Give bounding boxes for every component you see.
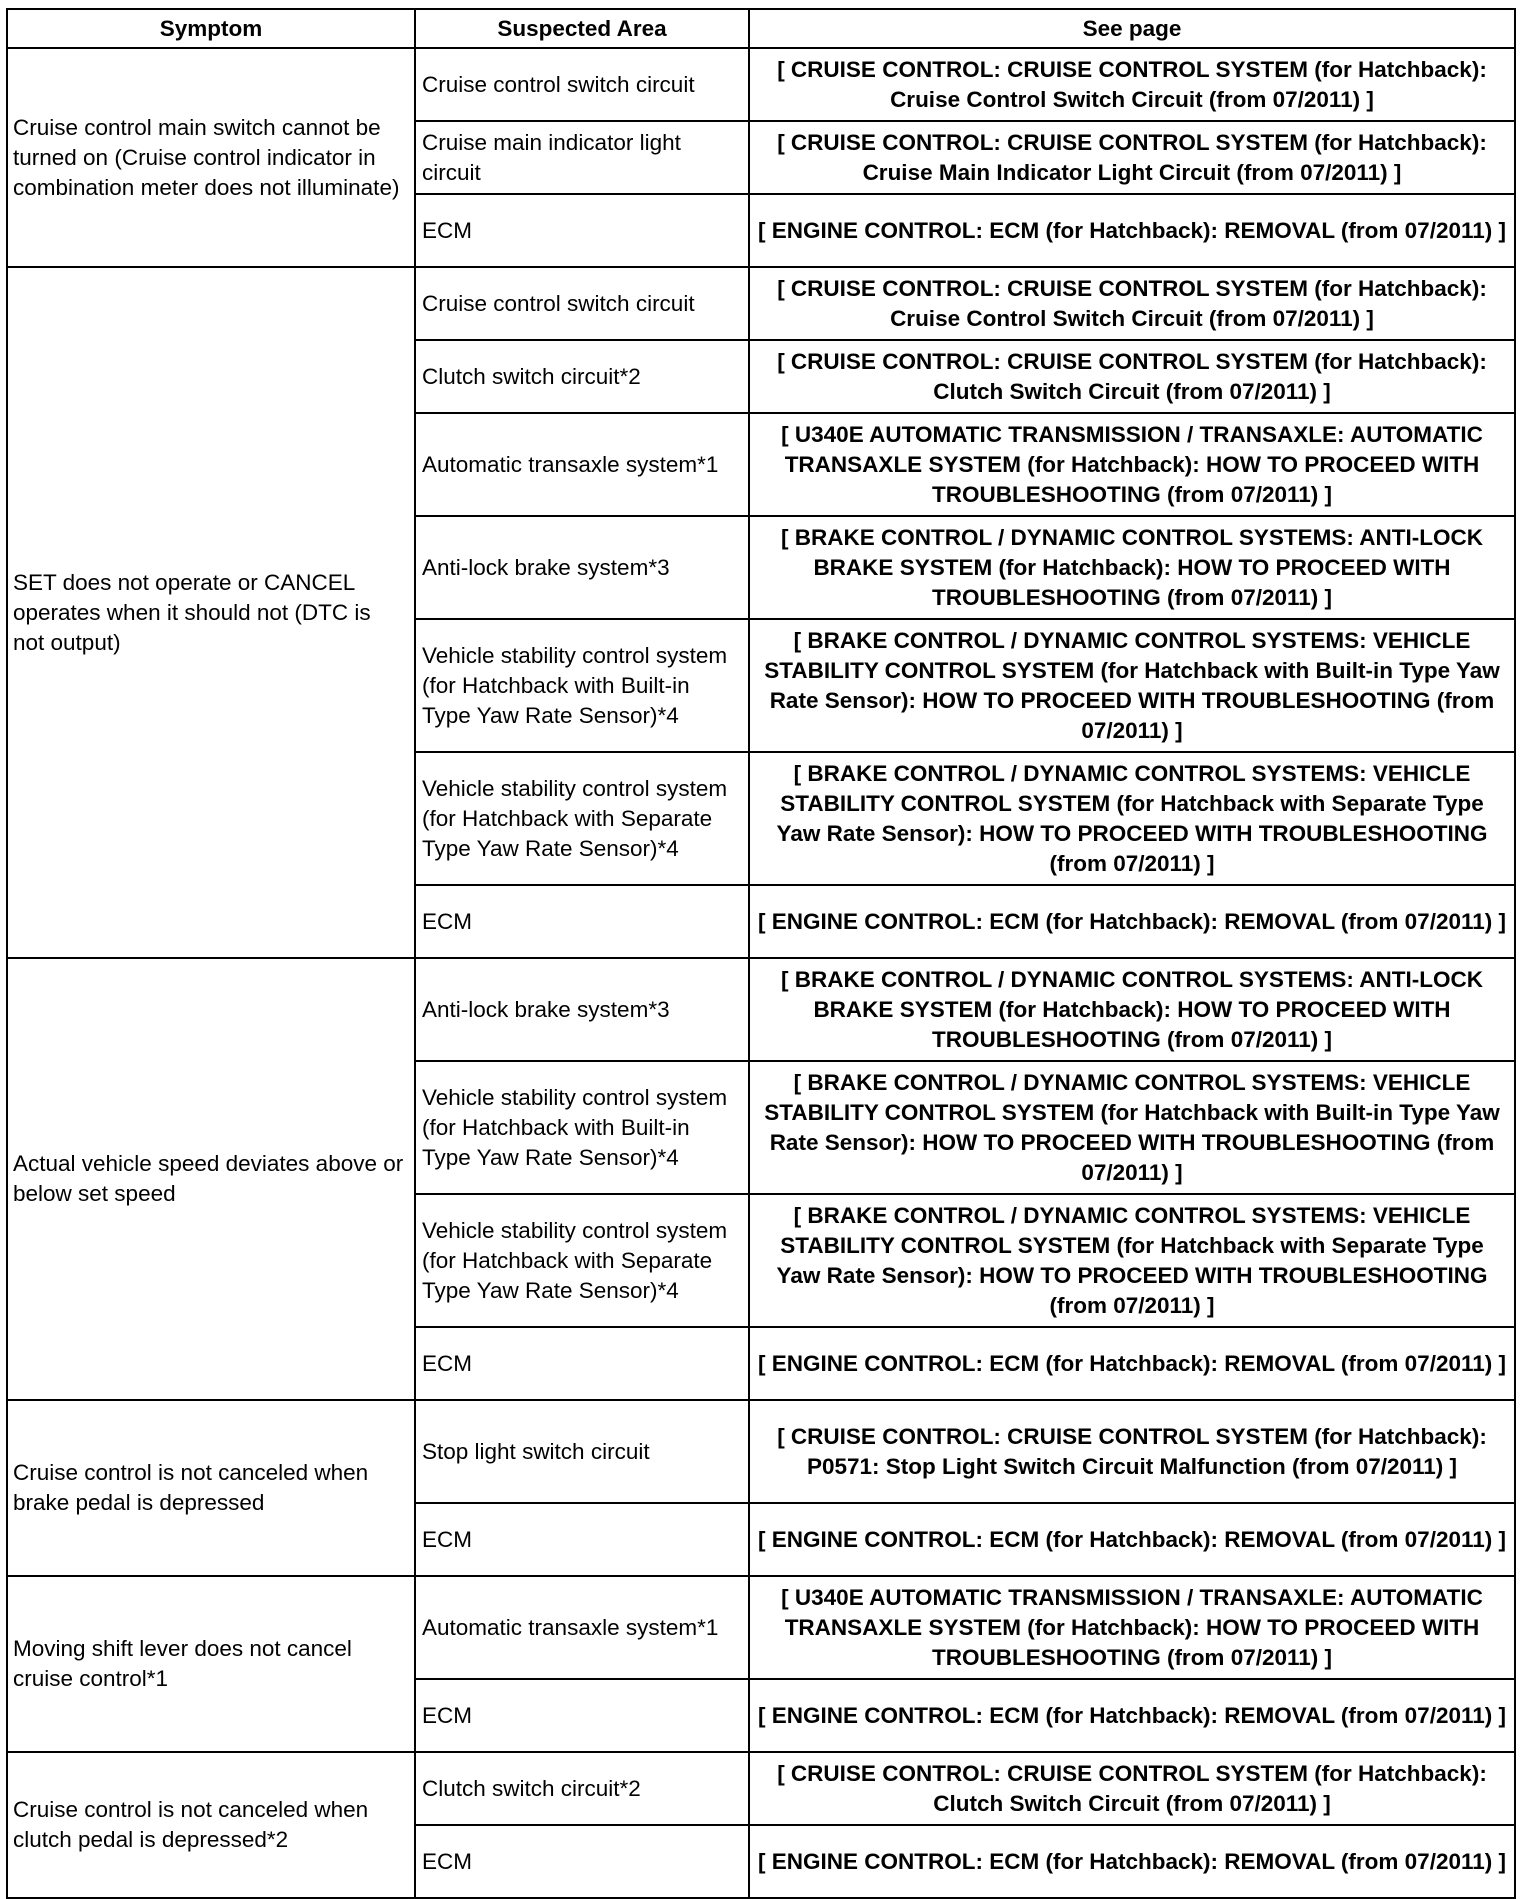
see-page-link[interactable]: [ ENGINE CONTROL: ECM (for Hatchback): REMOVAL (from 07/2011) ] — [749, 1679, 1515, 1752]
see-page-link[interactable]: [ BRAKE CONTROL / DYNAMIC CONTROL SYSTEMS: VEHICLE STABILITY CONTROL SYSTEM (for Hatchback with Built-in Type Yaw Rate Sensor): HOW TO PROCEED WITH TROUBLESHOOTING (from 07/2011) ] — [749, 619, 1515, 752]
suspected-area-cell: Stop light switch circuit — [415, 1400, 749, 1503]
symptom-cell: SET does not operate or CANCEL operates when it should not (DTC is not output) — [7, 267, 415, 958]
table-row — [7, 958, 1515, 1061]
see-page-link[interactable]: [ U340E AUTOMATIC TRANSMISSION / TRANSAXLE: AUTOMATIC TRANSAXLE SYSTEM (for Hatchback): HOW TO PROCEED WITH TROUBLESHOOTING (from 07/2011) ] — [749, 413, 1515, 516]
table-row — [7, 1400, 1515, 1503]
suspected-area-cell: Vehicle stability control system (for Hatchback with Built-in Type Yaw Rate Sensor)*4 — [415, 1061, 749, 1194]
suspected-area-cell: Clutch switch circuit*2 — [415, 1752, 749, 1825]
see-page-link[interactable]: [ CRUISE CONTROL: CRUISE CONTROL SYSTEM (for Hatchback): P0571: Stop Light Switch Circuit Malfunction (from 07/2011) ] — [749, 1400, 1515, 1503]
see-page-link[interactable]: [ ENGINE CONTROL: ECM (for Hatchback): REMOVAL (from 07/2011) ] — [749, 194, 1515, 267]
suspected-area-cell: Automatic transaxle system*1 — [415, 1576, 749, 1679]
header-row — [7, 9, 1515, 48]
suspected-area-cell: Vehicle stability control system (for Hatchback with Built-in Type Yaw Rate Sensor)*4 — [415, 619, 749, 752]
see-page-link[interactable]: [ BRAKE CONTROL / DYNAMIC CONTROL SYSTEMS: ANTI-LOCK BRAKE SYSTEM (for Hatchback): HOW TO PROCEED WITH TROUBLESHOOTING (from 07/2011) ] — [749, 516, 1515, 619]
suspected-area-cell: ECM — [415, 194, 749, 267]
see-page-link[interactable]: [ BRAKE CONTROL / DYNAMIC CONTROL SYSTEMS: VEHICLE STABILITY CONTROL SYSTEM (for Hatchback with Separate Type Yaw Rate Sensor): HOW TO PROCEED WITH TROUBLESHOOTING (from 07/2011) ] — [749, 752, 1515, 885]
header-suspected-area: Suspected Area — [415, 9, 749, 48]
symptom-cell: Cruise control is not canceled when brake pedal is depressed — [7, 1400, 415, 1576]
see-page-link[interactable]: [ ENGINE CONTROL: ECM (for Hatchback): REMOVAL (from 07/2011) ] — [749, 885, 1515, 958]
see-page-link[interactable]: [ BRAKE CONTROL / DYNAMIC CONTROL SYSTEMS: VEHICLE STABILITY CONTROL SYSTEM (for Hatchback with Separate Type Yaw Rate Sensor): HOW TO PROCEED WITH TROUBLESHOOTING (from 07/2011) ] — [749, 1194, 1515, 1327]
suspected-area-cell: Automatic transaxle system*1 — [415, 413, 749, 516]
table-row — [7, 1576, 1515, 1679]
table-row — [7, 48, 1515, 121]
see-page-link[interactable]: [ ENGINE CONTROL: ECM (for Hatchback): REMOVAL (from 07/2011) ] — [749, 1503, 1515, 1576]
suspected-area-cell: ECM — [415, 1825, 749, 1898]
see-page-link[interactable]: [ BRAKE CONTROL / DYNAMIC CONTROL SYSTEMS: VEHICLE STABILITY CONTROL SYSTEM (for Hatchback with Built-in Type Yaw Rate Sensor): HOW TO PROCEED WITH TROUBLESHOOTING (from 07/2011) ] — [749, 1061, 1515, 1194]
suspected-area-cell: Cruise control switch circuit — [415, 48, 749, 121]
suspected-area-cell: Vehicle stability control system (for Hatchback with Separate Type Yaw Rate Sensor)*4 — [415, 752, 749, 885]
symptom-cell: Cruise control main switch cannot be turned on (Cruise control indicator in combination meter does not illuminate) — [7, 48, 415, 267]
suspected-area-cell: ECM — [415, 1679, 749, 1752]
header-symptom: Symptom — [7, 9, 415, 48]
see-page-link[interactable]: [ CRUISE CONTROL: CRUISE CONTROL SYSTEM (for Hatchback): Cruise Main Indicator Light Circuit (from 07/2011) ] — [749, 121, 1515, 194]
see-page-link[interactable]: [ CRUISE CONTROL: CRUISE CONTROL SYSTEM (for Hatchback): Cruise Control Switch Circuit (from 07/2011) ] — [749, 267, 1515, 340]
table-row — [7, 267, 1515, 340]
see-page-link[interactable]: [ CRUISE CONTROL: CRUISE CONTROL SYSTEM (for Hatchback): Clutch Switch Circuit (from 07/2011) ] — [749, 1752, 1515, 1825]
suspected-area-cell: ECM — [415, 1503, 749, 1576]
see-page-link[interactable]: [ CRUISE CONTROL: CRUISE CONTROL SYSTEM (for Hatchback): Clutch Switch Circuit (from 07/2011) ] — [749, 340, 1515, 413]
table-row — [7, 1752, 1515, 1825]
suspected-area-cell: Anti-lock brake system*3 — [415, 958, 749, 1061]
see-page-link[interactable]: [ BRAKE CONTROL / DYNAMIC CONTROL SYSTEMS: ANTI-LOCK BRAKE SYSTEM (for Hatchback): HOW TO PROCEED WITH TROUBLESHOOTING (from 07/2011) ] — [749, 958, 1515, 1061]
suspected-area-cell: Vehicle stability control system (for Hatchback with Separate Type Yaw Rate Sensor)*4 — [415, 1194, 749, 1327]
symptom-cell: Cruise control is not canceled when clutch pedal is depressed*2 — [7, 1752, 415, 1898]
problem-symptoms-table — [6, 8, 1516, 1899]
see-page-link[interactable]: [ CRUISE CONTROL: CRUISE CONTROL SYSTEM (for Hatchback): Cruise Control Switch Circuit (from 07/2011) ] — [749, 48, 1515, 121]
header-see-page: See page — [749, 9, 1515, 48]
suspected-area-cell: Anti-lock brake system*3 — [415, 516, 749, 619]
suspected-area-cell: Clutch switch circuit*2 — [415, 340, 749, 413]
see-page-link[interactable]: [ ENGINE CONTROL: ECM (for Hatchback): REMOVAL (from 07/2011) ] — [749, 1825, 1515, 1898]
suspected-area-cell: Cruise main indicator light circuit — [415, 121, 749, 194]
suspected-area-cell: ECM — [415, 1327, 749, 1400]
suspected-area-cell: ECM — [415, 885, 749, 958]
see-page-link[interactable]: [ U340E AUTOMATIC TRANSMISSION / TRANSAXLE: AUTOMATIC TRANSAXLE SYSTEM (for Hatchback): HOW TO PROCEED WITH TROUBLESHOOTING (from 07/2011) ] — [749, 1576, 1515, 1679]
see-page-link[interactable]: [ ENGINE CONTROL: ECM (for Hatchback): REMOVAL (from 07/2011) ] — [749, 1327, 1515, 1400]
suspected-area-cell: Cruise control switch circuit — [415, 267, 749, 340]
symptom-cell: Actual vehicle speed deviates above or below set speed — [7, 958, 415, 1400]
symptom-cell: Moving shift lever does not cancel cruise control*1 — [7, 1576, 415, 1752]
